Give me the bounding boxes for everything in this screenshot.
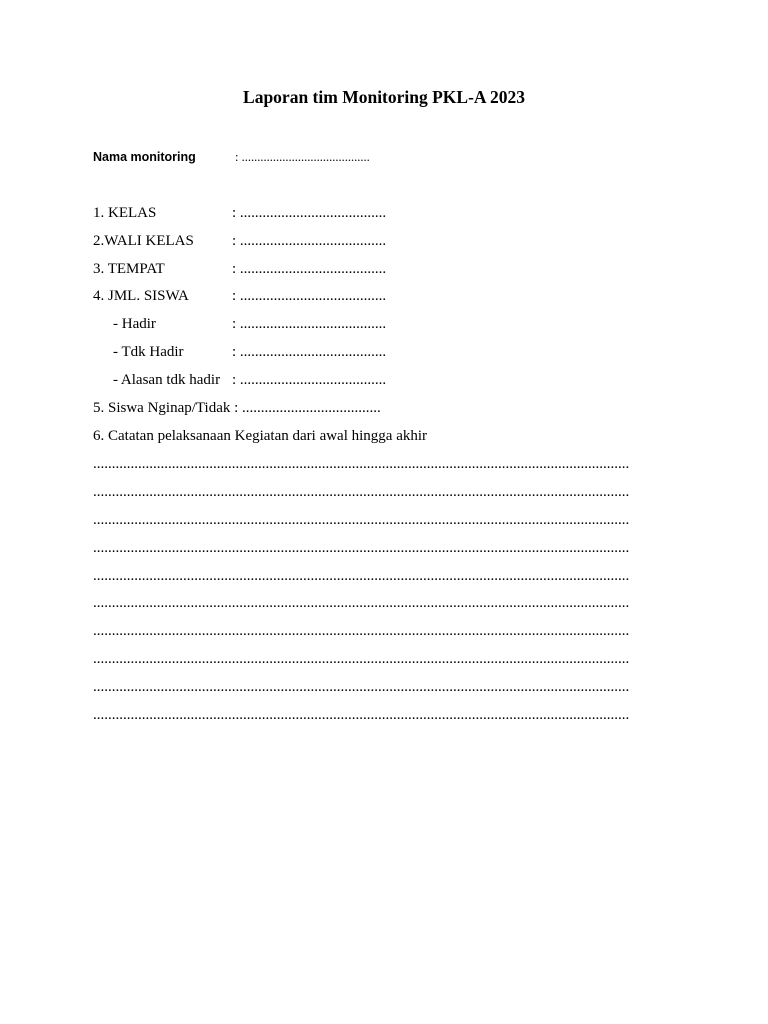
field-value: : ....................................... — [232, 288, 387, 304]
field-value: : ....................................... — [232, 205, 387, 221]
nama-monitoring-label: Nama monitoring — [93, 150, 196, 164]
catatan-line: ............................................................................................................................................... — [93, 651, 630, 667]
catatan-line: ............................................................................................................................................... — [93, 679, 630, 695]
field-label: 2.WALI KELAS — [93, 233, 194, 249]
catatan-line: ............................................................................................................................................... — [93, 623, 630, 639]
field-label: - Alasan tdk hadir — [113, 372, 221, 388]
catatan-heading: 6. Catatan pelaksanaan Kegiatan dari awal hingga akhir — [93, 428, 428, 444]
catatan-line: ............................................................................................................................................... — [93, 484, 630, 500]
field-value: : ....................................... — [232, 233, 387, 249]
field-value: : ....................................... — [232, 316, 387, 332]
siswa-nginap-row: 5. Siswa Nginap/Tidak : ..................................... — [93, 400, 381, 416]
catatan-line: ............................................................................................................................................... — [93, 707, 630, 723]
nama-monitoring-value: : ......................................... — [235, 150, 370, 164]
field-label: - Hadir — [113, 316, 156, 332]
catatan-line: ............................................................................................................................................... — [93, 595, 630, 611]
field-label: - Tdk Hadir — [113, 344, 184, 360]
field-label: 1. KELAS — [93, 205, 157, 221]
field-label: 3. TEMPAT — [93, 261, 165, 277]
document-title: Laporan tim Monitoring PKL-A 2023 — [243, 87, 525, 107]
field-label: 4. JML. SISWA — [93, 288, 189, 304]
catatan-line: ............................................................................................................................................... — [93, 512, 630, 528]
catatan-line: ............................................................................................................................................... — [93, 456, 630, 472]
field-value: : ....................................... — [232, 261, 387, 277]
catatan-line: ............................................................................................................................................... — [93, 568, 630, 584]
field-value: : ....................................... — [232, 344, 387, 360]
catatan-line: ............................................................................................................................................... — [93, 540, 630, 556]
field-value: : ....................................... — [232, 372, 387, 388]
